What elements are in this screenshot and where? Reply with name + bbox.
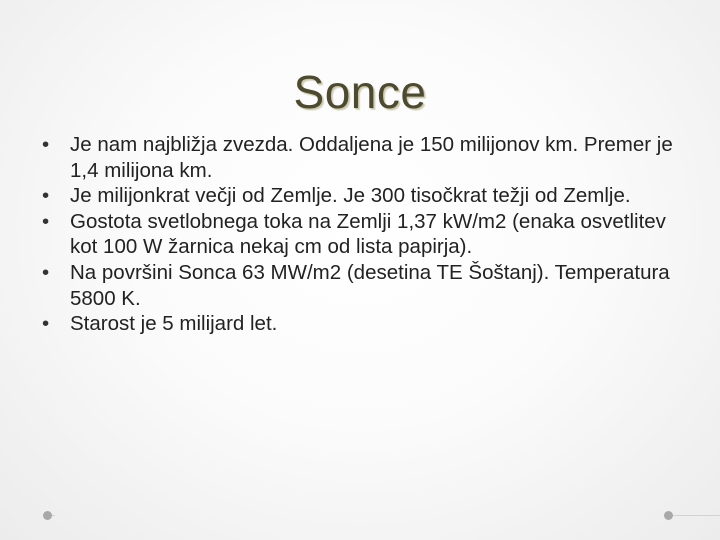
decorative-line-right bbox=[672, 515, 720, 516]
decorative-dot-left bbox=[43, 511, 52, 520]
decorative-dot-right bbox=[664, 511, 673, 520]
bullet-list bbox=[42, 132, 682, 337]
bullet-item: • Starost je 5 milijard let. bbox=[42, 311, 682, 337]
bullet-item: • Gostota svetlobnega toka na Zemlji 1,37 kW/m2 (enaka osvetlitev kot 100 W žarnica nekaj cm od lista papirja). bbox=[42, 209, 682, 260]
bullet-item: • Na površini Sonca 63 MW/m2 (desetina TE Šoštanj). Temperatura 5800 K. bbox=[42, 260, 682, 311]
bullet-item: • Je nam najbližja zvezda. Oddaljena je 150 milijonov km. Premer je 1,4 milijona km. bbox=[42, 132, 682, 183]
bullet-item: • Je milijonkrat večji od Zemlje. Je 300 tisočkrat težji od Zemlje. bbox=[42, 183, 682, 209]
slide-title: Sonce bbox=[293, 66, 427, 118]
